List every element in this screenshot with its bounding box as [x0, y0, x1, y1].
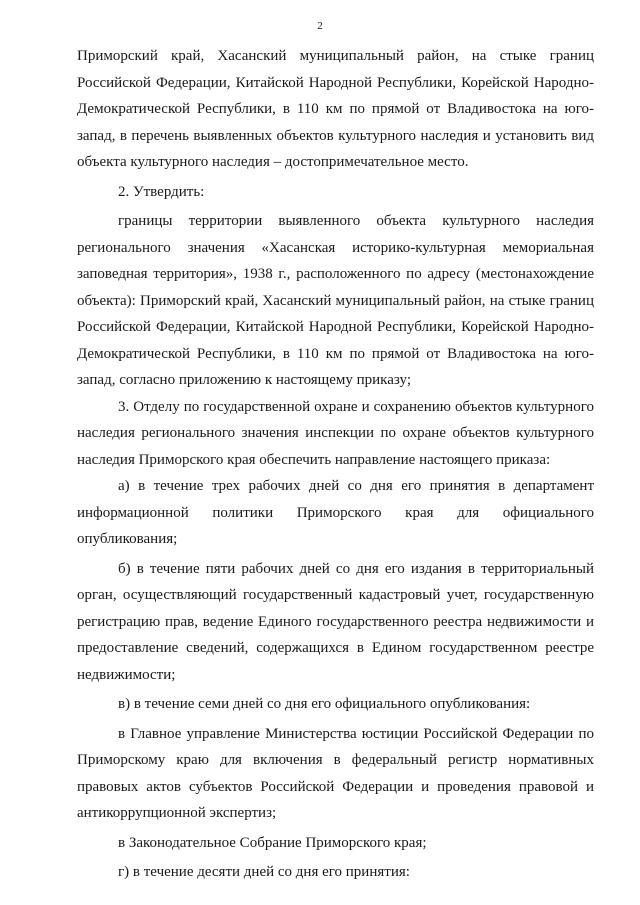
paragraph-legislative-assembly: в Законодательное Собрание Приморского края;: [118, 834, 427, 851]
paragraph-object-location: Приморский край, Хасанский муниципальный район, на стыке границ Российской Федерации, Китайской Народной Республики, Корейской Народно-Демократической Республики, в 110 км по прямой от Владивостока на юго-запад, в перечень выявленных объектов культурного наследия и установить вид объекта культурного наследия – достопримечательное место.: [77, 48, 594, 170]
paragraph-item-2-approve: 2. Утвердить:: [118, 183, 205, 200]
paragraph-subitem-v: в) в течение семи дней со дня его официального опубликования:: [118, 696, 531, 712]
paragraph-subitem-g: г) в течение десяти дней со дня его принятия:: [118, 864, 410, 880]
paragraph-subitem-b: б) в течение пяти рабочих дней со дня его издания в территориальный орган, осуществляющий государственный кадастровый учет, государственную регистрацию прав, ведение Единого государственного реестра недвижимости и предоставление сведений, содержащихся в Едином государственном реестре недвижимости;: [77, 560, 594, 683]
paragraph-ministry-of-justice: в Главное управление Министерства юстиции Российской Федерации по Приморскому краю для включения в федеральный регистр нормативных правовых актов субъектов Российской Федерации и проведения правовой и антикоррупционной экспертиз;: [77, 725, 594, 821]
paragraph-subitem-a: а) в течение трех рабочих дней со дня его принятия в департамент информационной политики Приморского края для официального опубликования;: [77, 478, 594, 547]
page-number: 2: [317, 20, 323, 32]
paragraph-territory-boundaries: границы территории выявленного объекта культурного наследия регионального значения «Хасанская историко-культурная мемориальная заповедная территория», 1938 г., расположенного по адресу (местонахождение объекта): Приморский край, Хасанский муниципальный район, на стыке границ Российской Федерации, Китайской Народной Республики, Корейской Народно-Демократической Республики, в 110 км по прямой от Владивостока на юго-запад, согласно приложению к настоящему приказу;: [77, 213, 594, 388]
paragraph-item-3-department: 3. Отделу по государственной охране и сохранению объектов культурного наследия регионального значения инспекции по охране объектов культурного наследия Приморского края обеспечить направление настоящего приказа:: [77, 398, 594, 468]
document-body: [77, 43, 594, 886]
